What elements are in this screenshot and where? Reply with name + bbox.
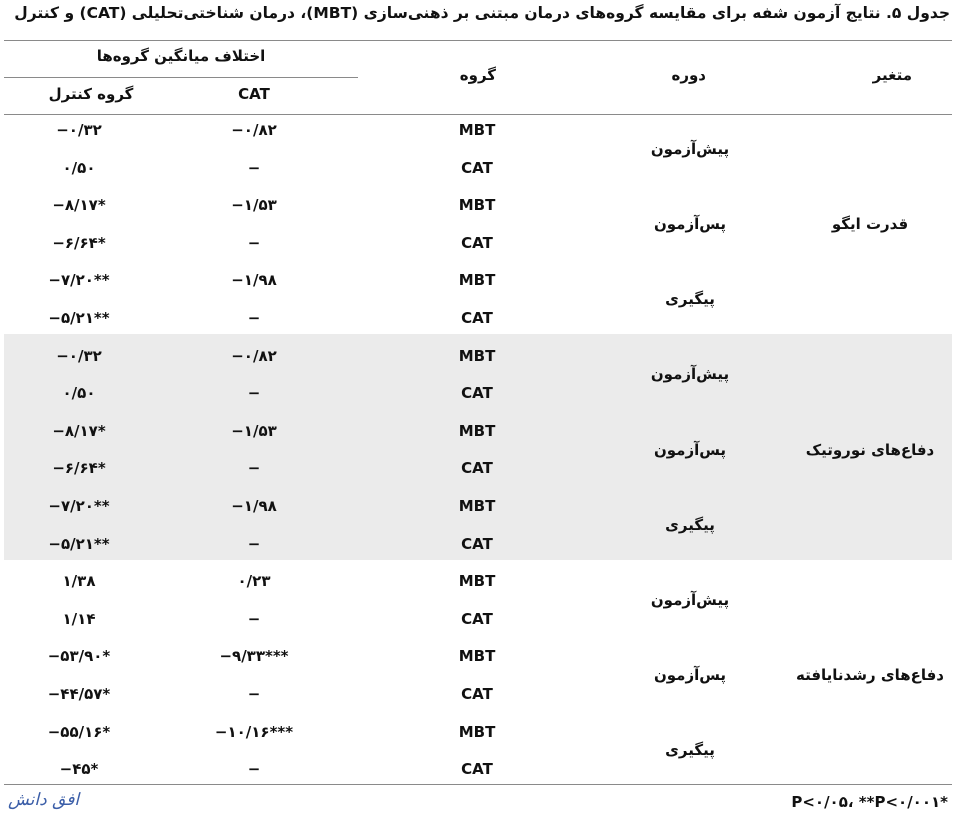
period-cell: پس‌آزمون	[653, 215, 727, 233]
cat-diff-cell: −	[247, 384, 261, 403]
variable-cell: دفاع‌های رشدنایافته	[795, 666, 945, 685]
cat-diff-cell: −	[247, 459, 261, 478]
group-cell: MBT	[458, 572, 496, 591]
group-cell: CAT	[461, 609, 493, 628]
period-cell: پیگیری	[665, 290, 715, 309]
header-rule	[4, 114, 952, 115]
control-diff-cell: −۶/۶۴*	[52, 459, 106, 478]
group-cell: CAT	[461, 384, 493, 403]
group-cell: MBT	[458, 196, 496, 215]
header-cat: CAT	[238, 85, 270, 103]
control-diff-cell: −۵۵/۱۶*	[47, 722, 111, 741]
group-cell: MBT	[458, 647, 496, 666]
control-diff-cell: −۸/۱۷*	[52, 196, 106, 215]
cat-diff-cell: −۱/۹۸	[231, 271, 277, 290]
variable-cell: قدرت ایگو	[831, 215, 909, 233]
cat-diff-cell: −	[247, 609, 261, 628]
significance-footnote: *P<۰/۰۵، **P<۰/۰۰۱	[791, 793, 948, 811]
variable-cell: دفاع‌های نوروتیک	[805, 440, 935, 459]
cat-diff-cell: −	[247, 760, 261, 779]
period-cell: پیگیری	[665, 515, 715, 534]
control-diff-cell: ۱/۱۴	[62, 609, 96, 628]
control-diff-cell: −۴۵*	[59, 760, 99, 779]
publisher-logo: افق دانش	[8, 790, 80, 810]
group-cell: MBT	[458, 497, 496, 515]
cat-diff-cell: −۰/۸۲	[231, 346, 277, 365]
group-cell: MBT	[458, 722, 496, 741]
cat-diff-cell: ۰/۲۳	[237, 572, 271, 591]
group-cell: CAT	[461, 534, 493, 553]
cat-diff-cell: −۰/۸۲	[231, 121, 277, 139]
control-diff-cell: −۰/۳۲	[56, 121, 102, 139]
control-diff-cell: −۵۳/۹۰*	[47, 647, 111, 666]
cat-diff-cell: −	[247, 158, 261, 177]
cat-diff-cell: −	[247, 309, 261, 327]
control-diff-cell: −۰/۳۲	[56, 346, 102, 365]
period-cell: پیش‌آزمون	[650, 365, 730, 384]
cat-diff-cell: −۱/۵۳	[231, 196, 277, 215]
top-rule	[4, 40, 952, 41]
cat-diff-cell: −۱/۹۸	[231, 497, 277, 515]
period-cell: پس‌آزمون	[653, 440, 727, 459]
cat-diff-cell: −۱/۵۳	[231, 421, 277, 440]
control-diff-cell: −۶/۶۴*	[52, 233, 106, 252]
control-diff-cell: −۴۴/۵۷*	[47, 685, 111, 703]
group-cell: CAT	[461, 685, 493, 703]
control-diff-cell: −۷/۲۰**	[48, 497, 110, 515]
control-diff-cell: ۰/۵۰	[62, 384, 96, 403]
cat-diff-cell: −	[247, 685, 261, 703]
group-cell: CAT	[461, 309, 493, 327]
control-diff-cell: −۵/۲۱**	[48, 534, 110, 553]
subheader-rule	[4, 77, 358, 78]
header-period: دوره	[671, 66, 706, 84]
cat-diff-cell: −	[247, 233, 261, 252]
group-cell: CAT	[461, 158, 493, 177]
group-cell: CAT	[461, 233, 493, 252]
bottom-rule	[4, 784, 952, 785]
period-cell: پس‌آزمون	[653, 666, 727, 685]
table-caption: جدول ۵. نتایج آزمون شفه برای مقایسه گروه‌های درمان مبتنی بر ذهنی‌سازی (MBT)، درمان شناختی‌تحلیلی (CAT) و کنترل	[14, 4, 950, 22]
control-diff-cell: −۵/۲۱**	[48, 309, 110, 327]
group-cell: MBT	[458, 121, 496, 139]
period-cell: پیش‌آزمون	[650, 139, 730, 158]
control-diff-cell: −۸/۱۷*	[52, 421, 106, 440]
header-control: گروه کنترل	[48, 85, 134, 103]
header-variable: متغیر	[872, 66, 912, 84]
header-mean-difference: اختلاف میانگین گروه‌ها	[96, 47, 266, 65]
group-cell: MBT	[458, 271, 496, 290]
control-diff-cell: ۰/۵۰	[62, 158, 96, 177]
cat-diff-cell: −۱۰/۱۶***	[214, 722, 294, 741]
cat-diff-cell: −۹/۳۳***	[219, 647, 289, 666]
period-cell: پیش‌آزمون	[650, 591, 730, 609]
header-group: گروه	[459, 66, 496, 84]
control-diff-cell: −۷/۲۰**	[48, 271, 110, 290]
period-cell: پیگیری	[665, 741, 715, 760]
group-cell: MBT	[458, 421, 496, 440]
group-cell: MBT	[458, 346, 496, 365]
group-cell: CAT	[461, 459, 493, 478]
cat-diff-cell: −	[247, 534, 261, 553]
control-diff-cell: ۱/۳۸	[62, 572, 96, 591]
group-cell: CAT	[461, 760, 493, 779]
